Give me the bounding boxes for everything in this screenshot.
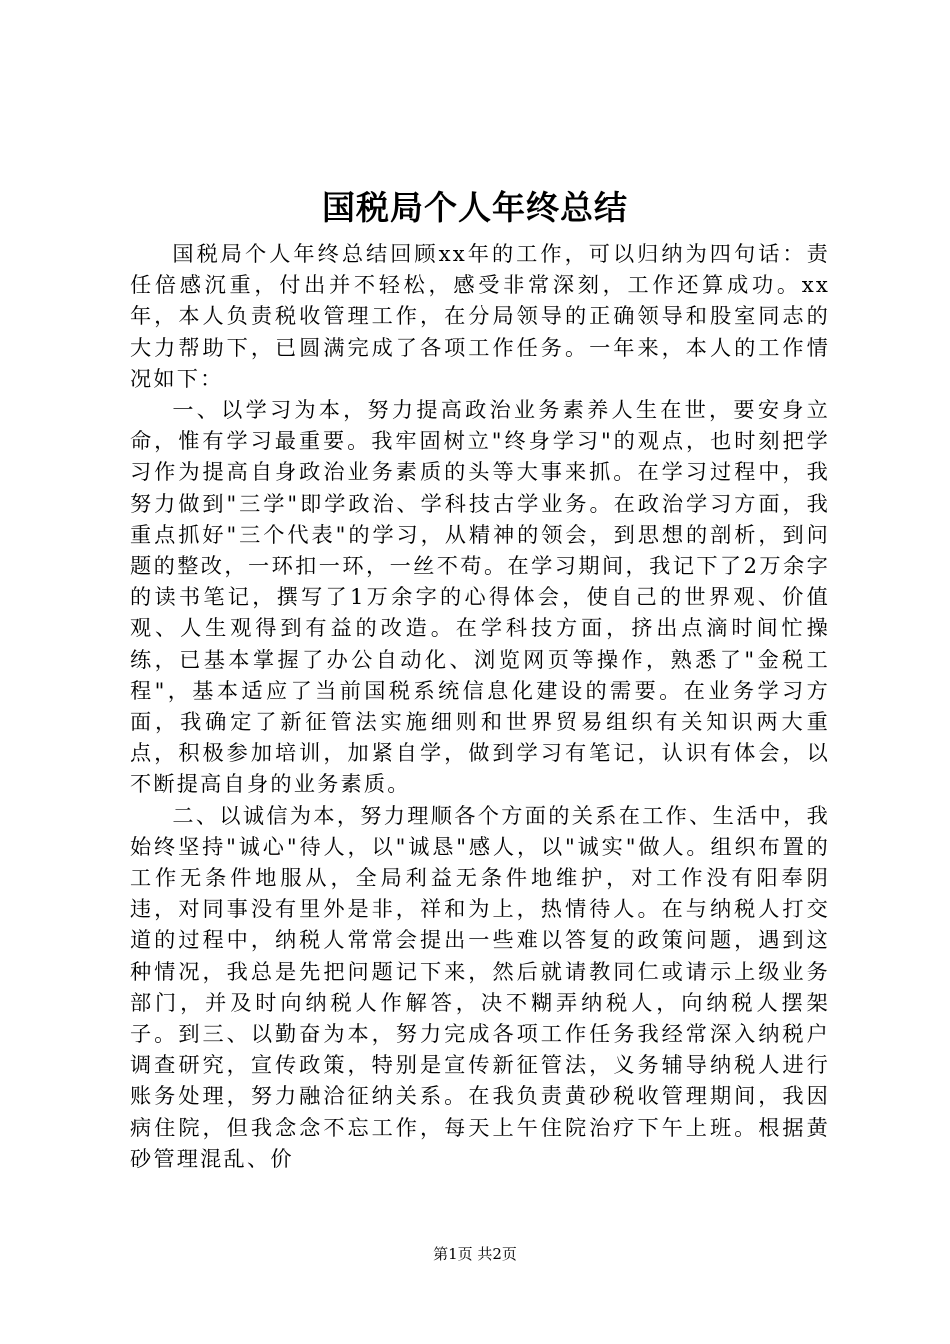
paragraph-integrity: 二、以诚信为本，努力理顺各个方面的关系在工作、生活中，我始终坚持"诚心"待人，以"诚恳"感人，以"诚实"做人。组织布置的工作无条件地服从，全局利益无条件地维护，对工作没有阳奉阴违，对同事没有里外是非，祥和为上，热情待人。在与纳税人打交道的过程中，纳税人常常会提出一些难以答复的政策问题，遇到这种情况，我总是先把问题记下来，然后就请教同仁或请示上级业务部门，并及时向纳税人作解答，决不糊弄纳税人，向纳税人摆架子。到三、以勤奋为本，努力完成各项工作任务我经常深入纳税户调查研究，宣传政策，特别是宣传新征管法，义务辅导纳税人进行账务处理，努力融洽征纳关系。在我负责黄砂税收管理期间，我因病住院，但我念念不忘工作，每天上午住院治疗下午上班。根据黄砂管理混乱、价	[130, 802, 830, 1171]
document-title: 国税局个人年终总结	[322, 188, 628, 227]
document-body	[130, 238, 830, 1174]
page-number-footer: 第1页 共2页	[433, 1245, 517, 1263]
paragraph-intro: 国税局个人年终总结回顾xx年的工作，可以归纳为四句话：责任倍感沉重，付出并不轻松，感受非常深刻，工作还算成功。xx年，本人负责税收管理工作，在分局领导的正确领导和股室同志的大力帮助下，已圆满完成了各项工作任务。一年来，本人的工作情况如下：	[130, 241, 830, 391]
paragraph-study: 一、以学习为本，努力提高政治业务素养人生在世，要安身立命，惟有学习最重要。我牢固树立"终身学习"的观点，也时刻把学习作为提高自身政治业务素质的头等大事来抓。在学习过程中，我努力做到"三学"即学政治、学科技古学业务。在政治学习方面，我重点抓好"三个代表"的学习，从精神的领会，到思想的剖析，到问题的整改，一环扣一环，一丝不苟。在学习期间，我记下了2万余字的读书笔记，撰写了1万余字的心得体会，使自己的世界观、价值观、人生观得到有益的改造。在学科技方面，挤出点滴时间忙操练，已基本掌握了办公自动化、浏览网页等操作，熟悉了"金税工程"，基本适应了当前国税系统信息化建设的需要。在业务学习方面，我确定了新征管法实施细则和世界贸易组织有关知识两大重点，积极参加培训，加紧自学，做到学习有笔记，认识有体会，以不断提高自身的业务素质。	[130, 397, 830, 797]
